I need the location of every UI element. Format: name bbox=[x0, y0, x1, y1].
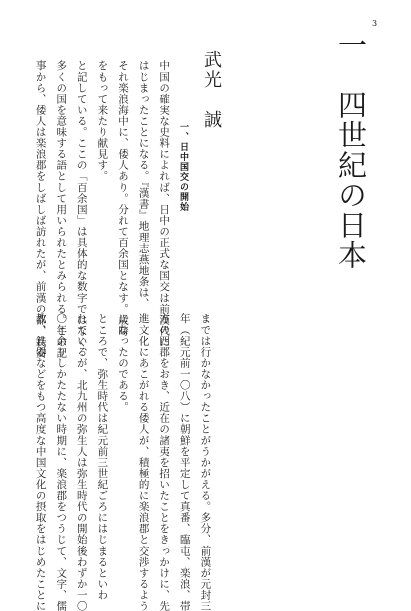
body-line: までは行かなかったことがうかがえる。多分、前漢が元封三 bbox=[199, 313, 212, 611]
body-line: 多くの国を意味する語として用いられたとみられる。この記 bbox=[55, 60, 68, 359]
body-line: 事から、倭人は楽浪郡をしばしば訪れたが、前漢の都、長安 bbox=[34, 60, 47, 359]
body-line: 〇年余りしかたたない時期に、楽浪郡をつうじて、文字、儒 bbox=[55, 313, 68, 611]
section-heading: 一、日中国交の開始 bbox=[178, 122, 188, 212]
body-line: それ楽浪海中に、倭人あり。分れて百余国となす。歳時 bbox=[116, 60, 129, 337]
page-number: 3 bbox=[372, 19, 378, 28]
body-line: 教、鉄器などをもつ高度な中国文化の摂取をはじめたことに bbox=[34, 313, 47, 611]
body-line: ところで、弥生時代は紀元前三世紀ごろにはじまるといわ bbox=[96, 313, 109, 601]
body-line: になったのである。 bbox=[116, 313, 129, 413]
body-line: れているが、北九州の弥生人は弥生時代の開始後わずか一〇 bbox=[75, 313, 88, 611]
body-line: をもって来たり献見す。 bbox=[96, 60, 109, 182]
body-line: 進文化にあこがれる倭人が、積極的に楽浪郡と交渉するよう bbox=[137, 313, 150, 611]
body-line: と記している。ここの「百余国」は具体的な数字ではなく、 bbox=[75, 60, 88, 359]
body-line: 中国の確実な史料によれば、日中の正式な国交は前漢代に bbox=[158, 60, 171, 348]
body-line: 方の四郡をおき、近在の諸夷を招いたことをきっかけに、先 bbox=[158, 313, 171, 611]
body-text-upper bbox=[30, 60, 174, 359]
body-line: はじまったことになる。『漢書』地理志燕地条は、 bbox=[137, 60, 150, 309]
body-text-lower bbox=[30, 313, 215, 611]
chapter-title: 一 四世紀の日本 bbox=[334, 30, 368, 270]
body-line: 年（紀元前一〇八）に朝鮮を平定して真番、臨屯、楽浪、帯 bbox=[178, 313, 191, 611]
author-name: 武光 誠 bbox=[201, 50, 222, 130]
